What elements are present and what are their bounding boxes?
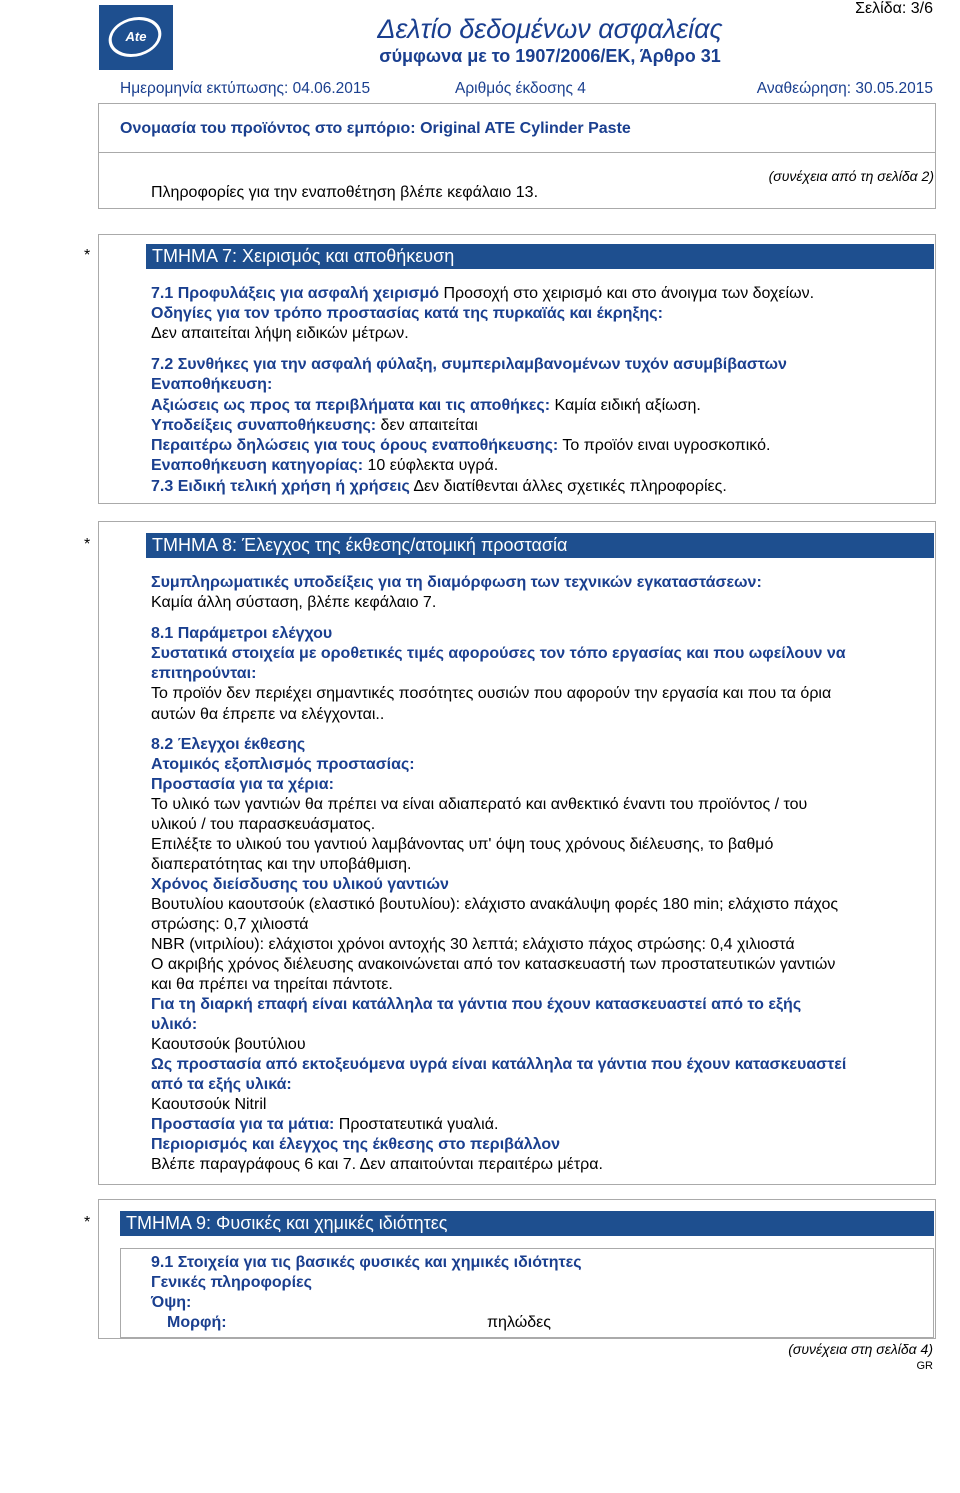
- section-7-title: ΤΜΗΜΑ 7: Χειρισμός και αποθήκευση: [146, 244, 934, 269]
- company-logo: [99, 5, 173, 70]
- s7-line-3: Δεν απαιτείται λήψη ειδικών μέτρων.: [151, 325, 409, 342]
- s8-line-5: επιτηρούνται:: [151, 665, 257, 682]
- section-8-title: ΤΜΗΜΑ 8: Έλεγχος της έκθεσης/ατομική προστασία: [146, 533, 934, 558]
- s7-line-10: 7.3 Ειδική τελική χρήση ή χρήσεις Δεν διατίθενται άλλες σχετικές πληροφορίες.: [151, 478, 727, 495]
- s8-line-10: Προστασία για τα χέρια:: [151, 776, 334, 793]
- s9-form-label: Μορφή:: [167, 1314, 227, 1331]
- s8-line-20: και θα πρέπει να τηρείται πάντοτε.: [151, 976, 393, 993]
- s8-line-13: Επιλέξτε το υλικού του γαντιού λαμβάνοντας υπ' όψη τους χρόνους διέλευσης, το βαθμό: [151, 836, 774, 853]
- s8-line-19: Ο ακριβής χρόνος διέλευσης ανακοινώνεται από τον κατασκευαστή των προστατευτικών γαντιών: [151, 956, 836, 973]
- s8-line-28: Περιορισμός και έλεγχος της έκθεσης στο περιβάλλον: [151, 1136, 561, 1153]
- s8-line-16: Βουτυλίου καουτσούκ (ελαστικό βουτυλίου): ελάχιστο ανακάλυψη φορές 180 min; ελάχιστο πάχος: [151, 896, 839, 913]
- s9-line-3: Όψη:: [151, 1294, 192, 1311]
- s7-line-6: Αξιώσεις ως προς τα περιβλήματα και τις αποθήκες: Καμία ειδική αξίωση.: [151, 397, 701, 414]
- s7-line-2: Οδηγίες για τον τρόπο προστασίας κατά της πυρκαϊάς και έκρηξης:: [151, 305, 663, 322]
- s8-line-8: 8.2 Έλεγχοι έκθεσης: [151, 736, 306, 753]
- s8-line-24: Ως προστασία από εκτοξευόμενα υγρά είναι κατάλληλα τα γάντια που έχουν κατασκευαστεί: [151, 1056, 847, 1073]
- logo-text: Ate: [125, 29, 147, 44]
- document-title: Δελτίο δεδομένων ασφαλείας: [377, 14, 723, 44]
- s7-line-5: Εναποθήκευση:: [151, 376, 273, 393]
- section-8-change-marker: *: [84, 536, 91, 553]
- s8-line-27: Προστασία για τα μάτια: Προστατευτικά γυαλιά.: [151, 1116, 499, 1133]
- section-7-change-marker: *: [84, 247, 91, 264]
- s8-line-18: NBR (νιτριλίου): ελάχιστοι χρόνοι αντοχής 30 λεπτά; ελάχιστο πάχος στρώσης: 0,4 χιλιοστά: [151, 936, 795, 953]
- s8-line-17: στρώσης: 0,7 χιλιοστά: [151, 916, 309, 933]
- document-subtitle: σύμφωνα με το 1907/2006/ΕΚ, Άρθρο 31: [379, 46, 721, 66]
- section-9-title: ΤΜΗΜΑ 9: Φυσικές και χημικές ιδιότητες: [120, 1211, 934, 1236]
- s7-line-7: Υποδείξεις συναποθήκευσης: δεν απαιτείται: [151, 417, 478, 434]
- revision-date: Αναθεώρηση: 30.05.2015: [756, 80, 933, 97]
- section-9-change-marker: *: [84, 1214, 91, 1231]
- s9-line-1: 9.1 Στοιχεία για τις βασικές φυσικές και χημικές ιδιότητες: [151, 1254, 582, 1271]
- s8-line-21: Για τη διαρκή επαφή είναι κατάλληλα τα γάντια που έχουν κατασκευαστεί από το εξής: [151, 996, 802, 1013]
- s8-line-7: αυτών θα έπρεπε να ελέγχονται..: [151, 706, 385, 723]
- storage-reference: Πληροφορίες για την εναποθέτηση βλέπε κεφάλαιο 13.: [151, 184, 539, 201]
- s7-line-8: Περαιτέρω δηλώσεις για τους όρους εναποθήκευσης: Το προϊόν ειναι υγροσκοπικό.: [151, 437, 771, 454]
- print-date: Ημερομηνία εκτύπωσης: 04.06.2015: [120, 80, 371, 97]
- s8-line-29: Βλέπε παραγράφους 6 και 7. Δεν απαιτούνται περαιτέρω μέτρα.: [151, 1156, 603, 1173]
- version-number: Αριθμός έκδοσης 4: [455, 80, 586, 97]
- s8-line-12: υλικού / του παρασκευάσματος.: [151, 816, 376, 833]
- continued-from: (συνέχεια από τη σελίδα 2): [768, 168, 934, 184]
- language-code: GR: [916, 1360, 933, 1372]
- s8-line-14: διαπερατότητας και την υποβάθμιση.: [151, 856, 412, 873]
- continued-to: (συνέχεια στη σελίδα 4): [788, 1341, 933, 1357]
- s8-line-4: Συστατικά στοιχεία με οροθετικές τιμές αφορούσες τον τόπο εργασίας και που ωφείλουν να: [151, 645, 846, 662]
- s8-line-9: Ατομικός εξοπλισμός προστασίας:: [151, 756, 415, 773]
- s8-line-22: υλικό:: [151, 1016, 198, 1033]
- s8-line-11: Το υλικό των γαντιών θα πρέπει να είναι αδιαπερατό και ανθεκτικό έναντι του προϊόντος / του: [151, 796, 808, 813]
- s8-line-2: Καμία άλλη σύσταση, βλέπε κεφάλαιο 7.: [151, 594, 437, 611]
- s8-line-6: Το προϊόν δεν περιέχει σημαντικές ποσότητες ουσιών που αφορούν την εργασία και που τα όρια: [151, 685, 832, 702]
- product-name: Ονομασία του προϊόντος στο εμπόριο: Original ATE Cylinder Paste: [120, 120, 631, 137]
- s8-line-26: Καουτσούκ Nitril: [151, 1096, 267, 1113]
- s7-line-1: 7.1 Προφυλάξεις για ασφαλή χειρισμό Προσοχή στο χειρισμό και στο άνοιγμα των δοχείων.: [151, 285, 815, 302]
- s8-line-23: Καουτσούκ βουτύλιου: [151, 1036, 306, 1053]
- s9-line-2: Γενικές πληροφορίες: [151, 1274, 312, 1291]
- s8-line-15: Χρόνος διείσδυσης του υλικού γαντιών: [151, 876, 449, 893]
- s9-form-value: πηλώδες: [487, 1314, 551, 1331]
- s8-line-3: 8.1 Παράμετροι ελέγχου: [151, 625, 333, 642]
- s7-line-4: 7.2 Συνθήκες για την ασφαλή φύλαξη, συμπεριλαμβανομένων τυχόν ασυμβίβαστων: [151, 356, 787, 373]
- s8-line-25: από τα εξής υλικά:: [151, 1076, 292, 1093]
- s8-line-1: Συμπληρωματικές υποδείξεις για τη διαμόρφωση των τεχνικών εγκαταστάσεων:: [151, 574, 762, 591]
- page-number: Σελίδα: 3/6: [855, 0, 933, 17]
- s7-line-9: Εναποθήκευση κατηγορίας: 10 εύφλεκτα υγρά.: [151, 457, 499, 474]
